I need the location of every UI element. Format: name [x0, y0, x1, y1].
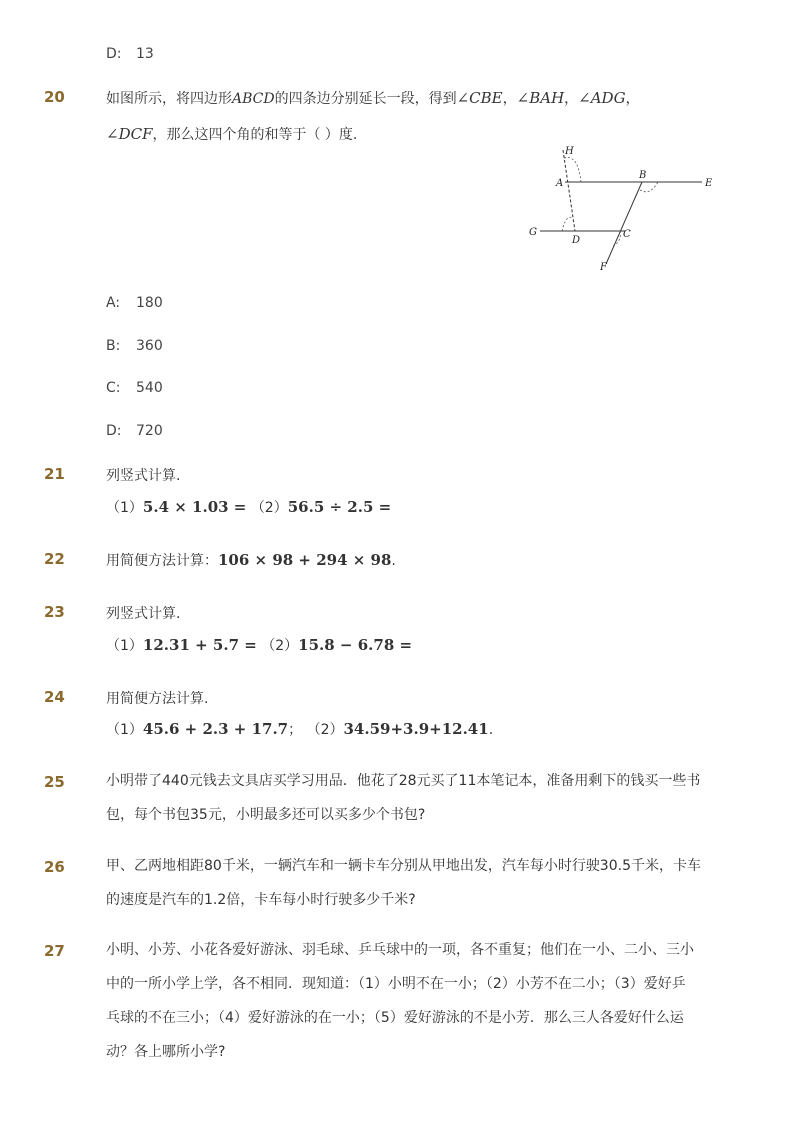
- text-segment: .: [488, 722, 494, 738]
- angle-cbe: ∠CBE: [456, 89, 503, 107]
- expression: 5.4 × 1.03 =: [142, 498, 247, 516]
- q19-option-d: [106, 46, 154, 62]
- arc-adg: [562, 217, 573, 231]
- q20-option-b[interactable]: [106, 338, 163, 354]
- angle-adg: ∠ADG: [578, 89, 626, 107]
- question-number-24: 24: [44, 688, 65, 706]
- line-hd: [563, 150, 575, 231]
- label-g: G: [529, 227, 537, 238]
- question-number-25: 25: [44, 773, 65, 791]
- text-segment: 用简便方法计算：: [106, 553, 218, 569]
- text-segment: 的四条边分别延长一段，得到: [274, 91, 457, 107]
- part-label: （1）: [106, 638, 143, 654]
- label-h: H: [565, 146, 574, 157]
- question-number-22: 22: [44, 550, 65, 568]
- part-label: （1）: [106, 500, 143, 516]
- q22-stem: [106, 550, 396, 570]
- arc-cbe: [640, 182, 658, 192]
- q24-parts: [106, 719, 493, 739]
- option-text: 360: [136, 338, 163, 354]
- label-b: B: [639, 170, 647, 181]
- text-segment: ；: [288, 722, 303, 738]
- q27-line4: 动？各上哪所小学?: [106, 1044, 226, 1060]
- option-label: D:: [106, 423, 122, 439]
- question-number-26: 26: [44, 858, 65, 876]
- expression: 15.8 − 6.78 =: [298, 636, 413, 654]
- q21-title: 列竖式计算.: [106, 468, 181, 484]
- q27-line2: 中的一所小学上学，各不相同．现知道：（1）小明不在一小；（2）小芳不在二小；（3）爱好乒: [106, 976, 686, 992]
- part-label: （1）: [106, 722, 143, 738]
- q20-stem-line2: [106, 124, 357, 144]
- text-segment: ，那么这四个角的和等于（ ）度.: [152, 127, 358, 143]
- part-label: （2）: [306, 722, 344, 738]
- q20-option-a[interactable]: [106, 295, 163, 311]
- angle-bah: ∠BAH: [516, 89, 565, 107]
- text-segment: ，: [564, 91, 579, 107]
- quadrilateral-figure: [520, 140, 730, 275]
- q23-title: 列竖式计算.: [106, 606, 181, 622]
- part-label: （2）: [250, 500, 288, 516]
- option-label: D:: [106, 46, 122, 62]
- q23-parts: [106, 635, 412, 655]
- q27-line3: 乓球的不在三小；（4）爱好游泳的在一小；（5）爱好游泳的不是小芳．那么三人各爱好什么运: [106, 1010, 684, 1026]
- quad-name: ABCD: [232, 91, 275, 107]
- text-segment: ，: [625, 91, 640, 107]
- q21-parts: [106, 497, 391, 517]
- q24-title: 用简便方法计算.: [106, 691, 209, 707]
- angle-dcf: ∠DCF: [106, 125, 153, 143]
- text-segment: ，: [502, 91, 517, 107]
- option-label: B:: [106, 338, 121, 354]
- option-label: C:: [106, 380, 121, 396]
- text-segment: .: [391, 553, 396, 569]
- q25-line1: 小明带了440元钱去文具店买学习用品．他花了28元买了11本笔记本，准备用剩下的钱买一些书: [106, 773, 701, 789]
- arc-bah: [564, 158, 581, 183]
- expression: 45.6 + 2.3 + 17.7: [142, 720, 289, 738]
- label-f: F: [600, 262, 607, 273]
- option-text: 180: [136, 295, 163, 311]
- expression: 56.5 ÷ 2.5 =: [287, 498, 392, 516]
- label-e: E: [705, 178, 713, 189]
- label-d: D: [572, 235, 581, 246]
- q26-line2: 的速度是汽车的1.2倍，卡车每小时行驶多少千米?: [106, 892, 416, 908]
- q20-option-d[interactable]: [106, 423, 163, 439]
- question-number-23: 23: [44, 603, 65, 621]
- label-c: C: [623, 229, 631, 240]
- text-segment: 如图所示，将四边形: [106, 91, 232, 107]
- line-bf: [606, 182, 642, 264]
- expression: 106 × 98 + 294 × 98: [218, 551, 392, 569]
- question-number-20: 20: [44, 88, 65, 106]
- q27-line1: 小明、小芳、小花各爱好游泳、羽毛球、乒乓球中的一项，各不重复；他们在一小、二小、三小: [106, 942, 694, 958]
- q20-option-c[interactable]: [106, 380, 163, 396]
- q26-line1: 甲、乙两地相距80千米，一辆汽车和一辆卡车分别从甲地出发，汽车每小时行驶30.5千米，卡车: [106, 858, 701, 874]
- question-number-27: 27: [44, 942, 65, 960]
- option-label: A:: [106, 295, 121, 311]
- q25-line2: 包，每个书包35元，小明最多还可以买多少个书包?: [106, 807, 426, 823]
- label-a: A: [556, 178, 564, 189]
- option-text: 720: [136, 423, 163, 439]
- expression: 34.59+3.9+12.41: [343, 720, 489, 738]
- option-text: 540: [136, 380, 163, 396]
- q20-stem-line1: [106, 88, 640, 108]
- expression: 12.31 + 5.7 =: [142, 636, 257, 654]
- part-label: （2）: [261, 638, 299, 654]
- question-number-21: 21: [44, 465, 65, 483]
- option-text: 13: [136, 46, 154, 62]
